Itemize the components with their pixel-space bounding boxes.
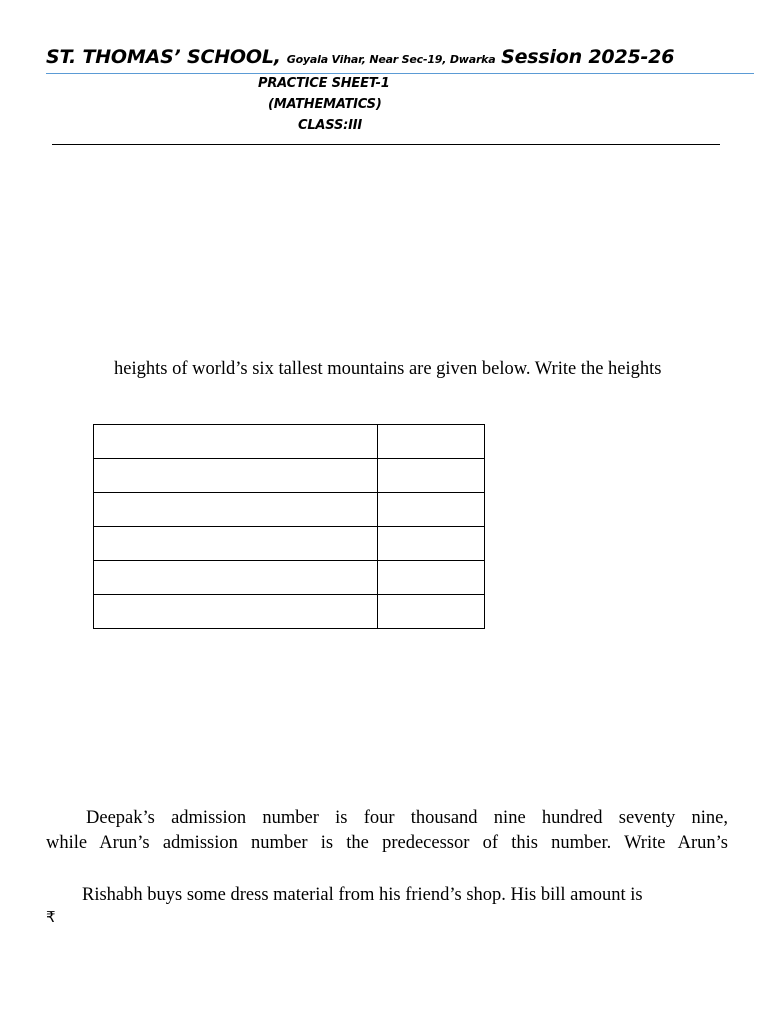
- mountain-height-cell: [378, 493, 485, 527]
- session-label: Session 2025-26: [501, 46, 675, 68]
- mountain-name-cell: [94, 595, 378, 629]
- header-divider-black: [52, 144, 720, 145]
- header-divider-blue: [46, 73, 754, 74]
- sheet-title: PRACTICE SHEET-1: [258, 76, 390, 91]
- admission-question-line-2: while Arun’s admission number is the predecessor of this number. Write Arun’s: [46, 833, 728, 853]
- admission-question-line-1: Deepak’s admission number is four thousand nine hundred seventy nine,: [86, 808, 728, 828]
- mountain-name-cell: [94, 493, 378, 527]
- mountains-question: heights of world’s six tallest mountains are given below. Write the heights: [114, 359, 662, 379]
- mountain-height-cell: [378, 425, 485, 459]
- mountain-height-cell: [378, 459, 485, 493]
- school-address: Goyala Vihar, Near Sec-19, Dwarka: [286, 53, 496, 66]
- mountain-heights-table: [93, 424, 485, 629]
- school-name: ST. THOMAS’ SCHOOL,: [46, 46, 281, 68]
- table-row: [94, 561, 485, 595]
- class-label: CLASS:III: [298, 118, 363, 133]
- mountain-height-cell: [378, 527, 485, 561]
- table-row: [94, 425, 485, 459]
- mountain-name-cell: [94, 459, 378, 493]
- bill-question: Rishabh buys some dress material from his friend’s shop. His bill amount is: [82, 885, 643, 905]
- table-row: [94, 595, 485, 629]
- table-row: [94, 527, 485, 561]
- mountain-name-cell: [94, 425, 378, 459]
- table-row: [94, 459, 485, 493]
- mountain-name-cell: [94, 527, 378, 561]
- mountain-name-cell: [94, 561, 378, 595]
- mountain-height-cell: [378, 595, 485, 629]
- rupee-symbol: ₹: [46, 908, 56, 926]
- subject-label: (MATHEMATICS): [268, 97, 382, 112]
- mountain-height-cell: [378, 561, 485, 595]
- table-row: [94, 493, 485, 527]
- school-header: [46, 46, 726, 68]
